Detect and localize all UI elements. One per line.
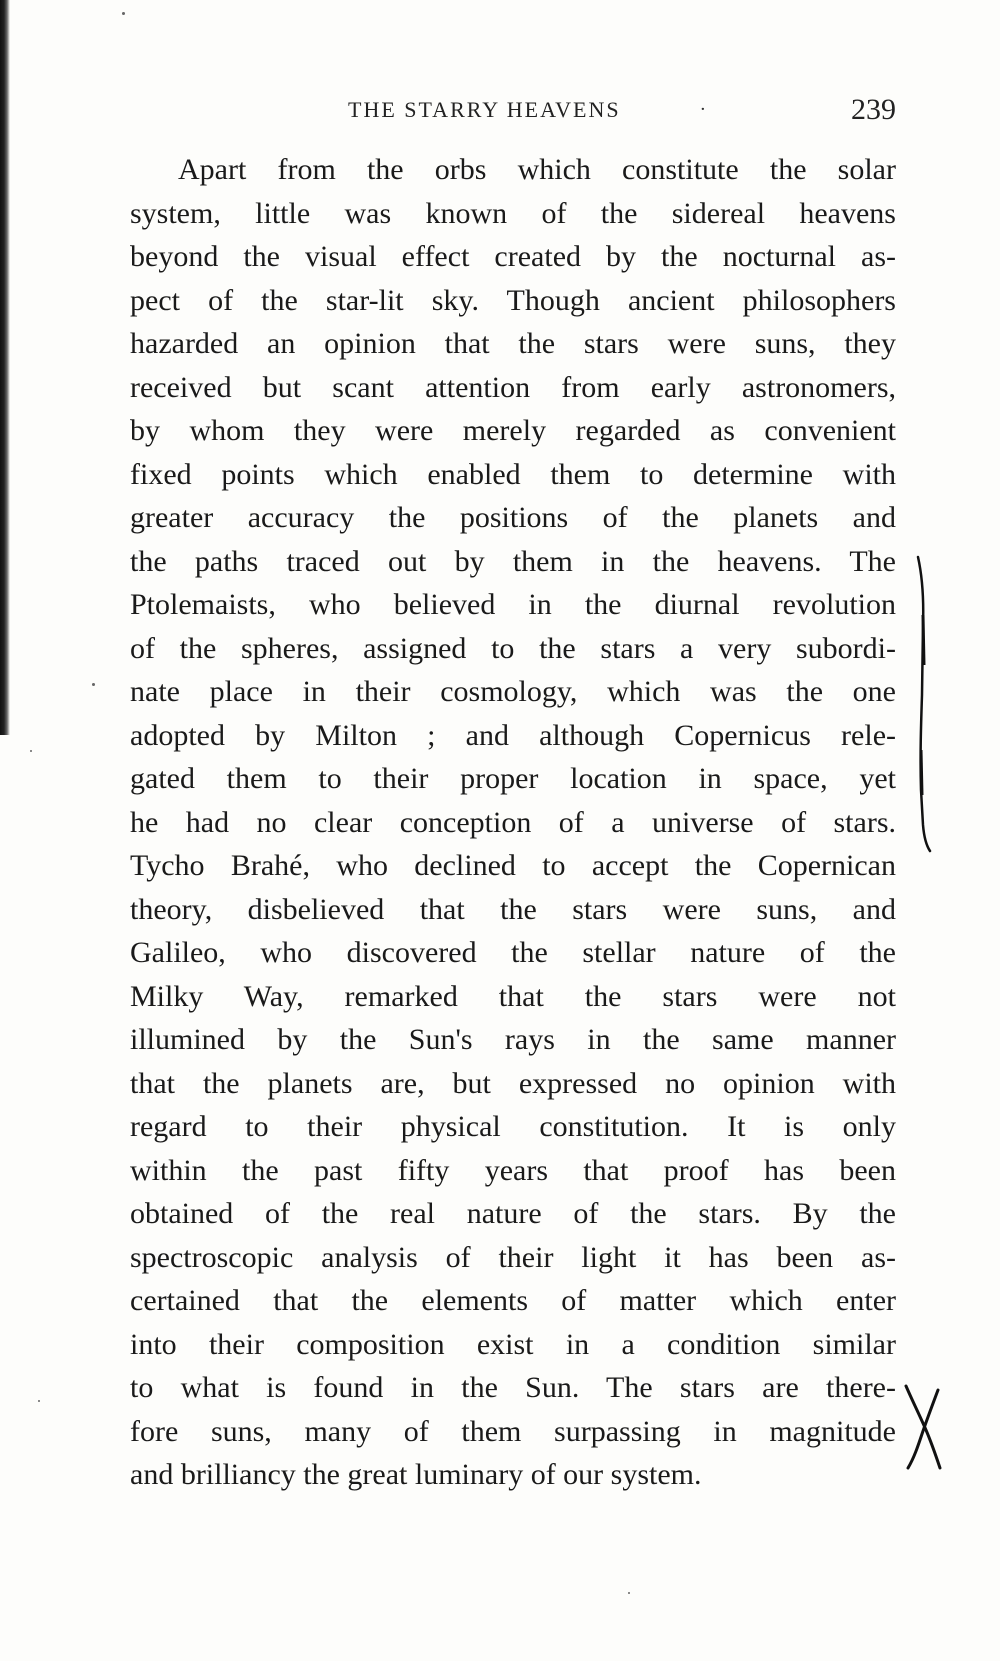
text-line: spectroscopic analysis of their light it has been as- [130,1240,896,1274]
header-separator: · [700,99,706,120]
text-line: by whom they were merely regarded as convenient [130,414,896,447]
text-line: pect of the star-lit sky. Though ancient philosophers [130,283,896,317]
scan-speck [30,750,32,752]
text-line: greater accuracy the positions of the planets and [130,501,896,534]
scan-speck [628,1592,630,1594]
text-line: received but scant attention from early astronomers, [130,370,896,404]
page-number: 239 [851,93,896,126]
text-line: Galileo, who discovered the stellar nature of the [130,936,896,969]
text-line: of the spheres, assigned to the stars a very subordi- [130,631,896,665]
text-line: within the past fifty years that proof has been [130,1153,896,1187]
text-line: theory, disbelieved that the stars were suns, and [130,892,896,926]
margin-cross-icon [902,1382,942,1472]
body-paragraph [130,148,896,1497]
text-line: hazarded an opinion that the stars were suns, they [130,327,896,360]
running-title: THE STARRY HEAVENS [348,97,621,122]
text-line: nate place in their cosmology, which was the one [130,675,896,708]
text-line: fore suns, many of them surpassing in magnitude [130,1414,896,1448]
scan-speck [122,12,125,15]
text-line: Ptolemaists, who believed in the diurnal revolution [130,588,896,621]
text-line: to what is found in the Sun. The stars are there- [130,1371,896,1404]
scan-speck [92,683,95,686]
scan-speck [38,1400,40,1402]
text-line: Apart from the orbs which constitute the solar [178,153,896,186]
text-line: adopted by Milton ; and although Copernicus rele- [130,718,896,752]
scan-edge-shadow [0,0,10,735]
text-line: certained that the elements of matter which enter [130,1284,896,1317]
text-line: the paths traced out by them in the heavens. The [130,544,896,578]
text-line: system, little was known of the sidereal heavens [130,196,896,230]
text-line: Tycho Brahé, who declined to accept the Copernican [130,849,896,882]
text-line: beyond the visual effect created by the nocturnal as- [130,240,896,273]
margin-bracket-icon [912,555,936,855]
text-line: regard to their physical constitution. It is only [130,1110,896,1143]
text-line: fixed points which enabled them to determine with [130,457,896,491]
text-line: illumined by the Sun's rays in the same manner [130,1023,896,1056]
text-line: Milky Way, remarked that the stars were not [130,979,896,1013]
text-line: gated them to their proper location in space, yet [130,762,896,795]
text-line: obtained of the real nature of the stars. By the [130,1197,896,1230]
text-line: and brilliancy the great luminary of our system. [130,1458,702,1491]
text-line: into their composition exist in a condition similar [130,1327,896,1361]
text-line: that the planets are, but expressed no opinion with [130,1066,896,1100]
running-header [130,95,896,129]
text-line: he had no clear conception of a universe of stars. [130,805,896,839]
